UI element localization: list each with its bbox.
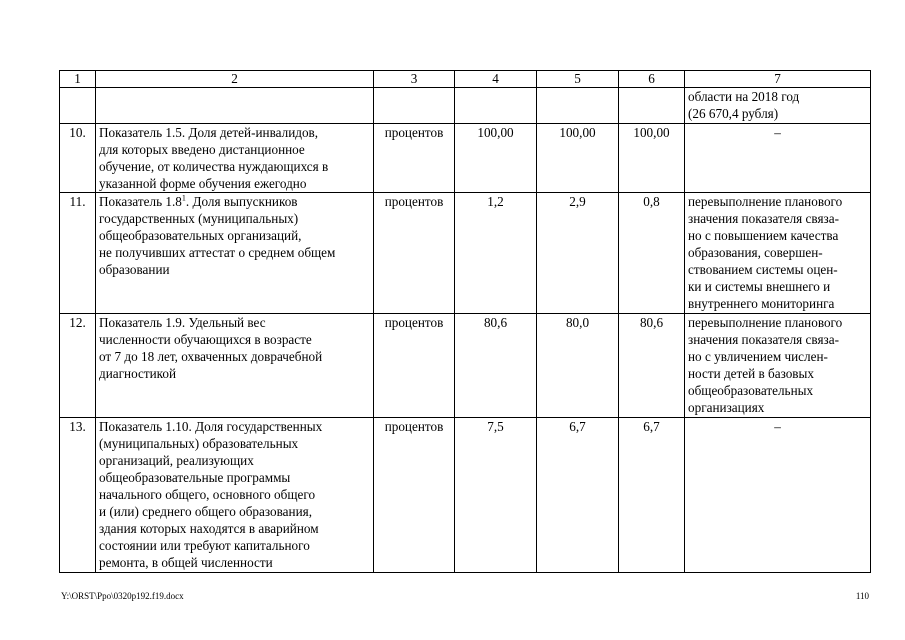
header-cell: 3 [374, 71, 455, 88]
cell-empty [96, 88, 374, 124]
value-cell: 6,7 [537, 418, 619, 573]
row-number: 12. [60, 314, 96, 418]
indicator-text: . Доля выпускников государственных (муниципальных) общеобразовательных организаций, не получивших аттестат о среднем общем образовании [99, 194, 336, 277]
note-cell: – [685, 418, 871, 573]
cell-empty [374, 88, 455, 124]
unit-cell: процентов [374, 314, 455, 418]
table-row [60, 124, 871, 193]
note-cell: области на 2018 год (26 670,4 рубля) [685, 88, 871, 124]
cell-empty [537, 88, 619, 124]
value-cell: 80,0 [537, 314, 619, 418]
header-cell: 2 [96, 71, 374, 88]
header-cell: 6 [619, 71, 685, 88]
cell-empty [60, 88, 96, 124]
indicator-table [59, 70, 871, 573]
value-cell: 2,9 [537, 193, 619, 314]
indicator-text: Показатель 1.8 [99, 194, 182, 209]
footnote-mark: 1 [181, 193, 186, 203]
unit-cell: процентов [374, 418, 455, 573]
note-cell: – [685, 124, 871, 193]
file-path-footer: Y:\ORST\Ppo\0320p192.f19.docx [61, 591, 184, 601]
indicator-cell [96, 193, 374, 314]
row-number: 11. [60, 193, 96, 314]
header-cell: 1 [60, 71, 96, 88]
unit-cell: процентов [374, 193, 455, 314]
indicator-cell: Показатель 1.5. Доля детей-инвалидов, для которых введено дистанционное обучение, от количества нуждающихся в указанной форме обучения ежегодно [96, 124, 374, 193]
header-cell: 7 [685, 71, 871, 88]
note-cell: перевыполнение планового значения показателя связа- но с повышением качества образования, совершен- ствованием системы оцен- ки и системы внешнего и внутреннего мониторинга [685, 193, 871, 314]
value-cell: 7,5 [455, 418, 537, 573]
row-number: 13. [60, 418, 96, 573]
value-cell: 1,2 [455, 193, 537, 314]
indicator-cell: Показатель 1.9. Удельный вес численности обучающихся в возрасте от 7 до 18 лет, охваченных доврачебной диагностикой [96, 314, 374, 418]
unit-cell: процентов [374, 124, 455, 193]
value-cell: 6,7 [619, 418, 685, 573]
cell-empty [619, 88, 685, 124]
row-number: 10. [60, 124, 96, 193]
table-header-row [60, 71, 871, 88]
header-cell: 4 [455, 71, 537, 88]
table-row [60, 193, 871, 314]
value-cell: 100,00 [619, 124, 685, 193]
indicator-cell: Показатель 1.10. Доля государственных (муниципальных) образовательных организаций, реализующих общеобразовательные программы начального общего, основного общего и (или) среднего общего образования, здания которых находятся в аварийном состоянии или требуют капитального ремонта, в общей численности [96, 418, 374, 573]
table-row [60, 314, 871, 418]
value-cell: 100,00 [537, 124, 619, 193]
page-number: 110 [855, 591, 869, 601]
value-cell: 80,6 [619, 314, 685, 418]
note-cell: перевыполнение планового значения показателя связа- но с увличением числен- ности детей в базовых общеобразовательных организациях [685, 314, 871, 418]
value-cell: 100,00 [455, 124, 537, 193]
value-cell: 80,6 [455, 314, 537, 418]
table-row [60, 418, 871, 573]
cell-empty [455, 88, 537, 124]
continuation-row [60, 88, 871, 124]
value-cell: 0,8 [619, 193, 685, 314]
header-cell: 5 [537, 71, 619, 88]
